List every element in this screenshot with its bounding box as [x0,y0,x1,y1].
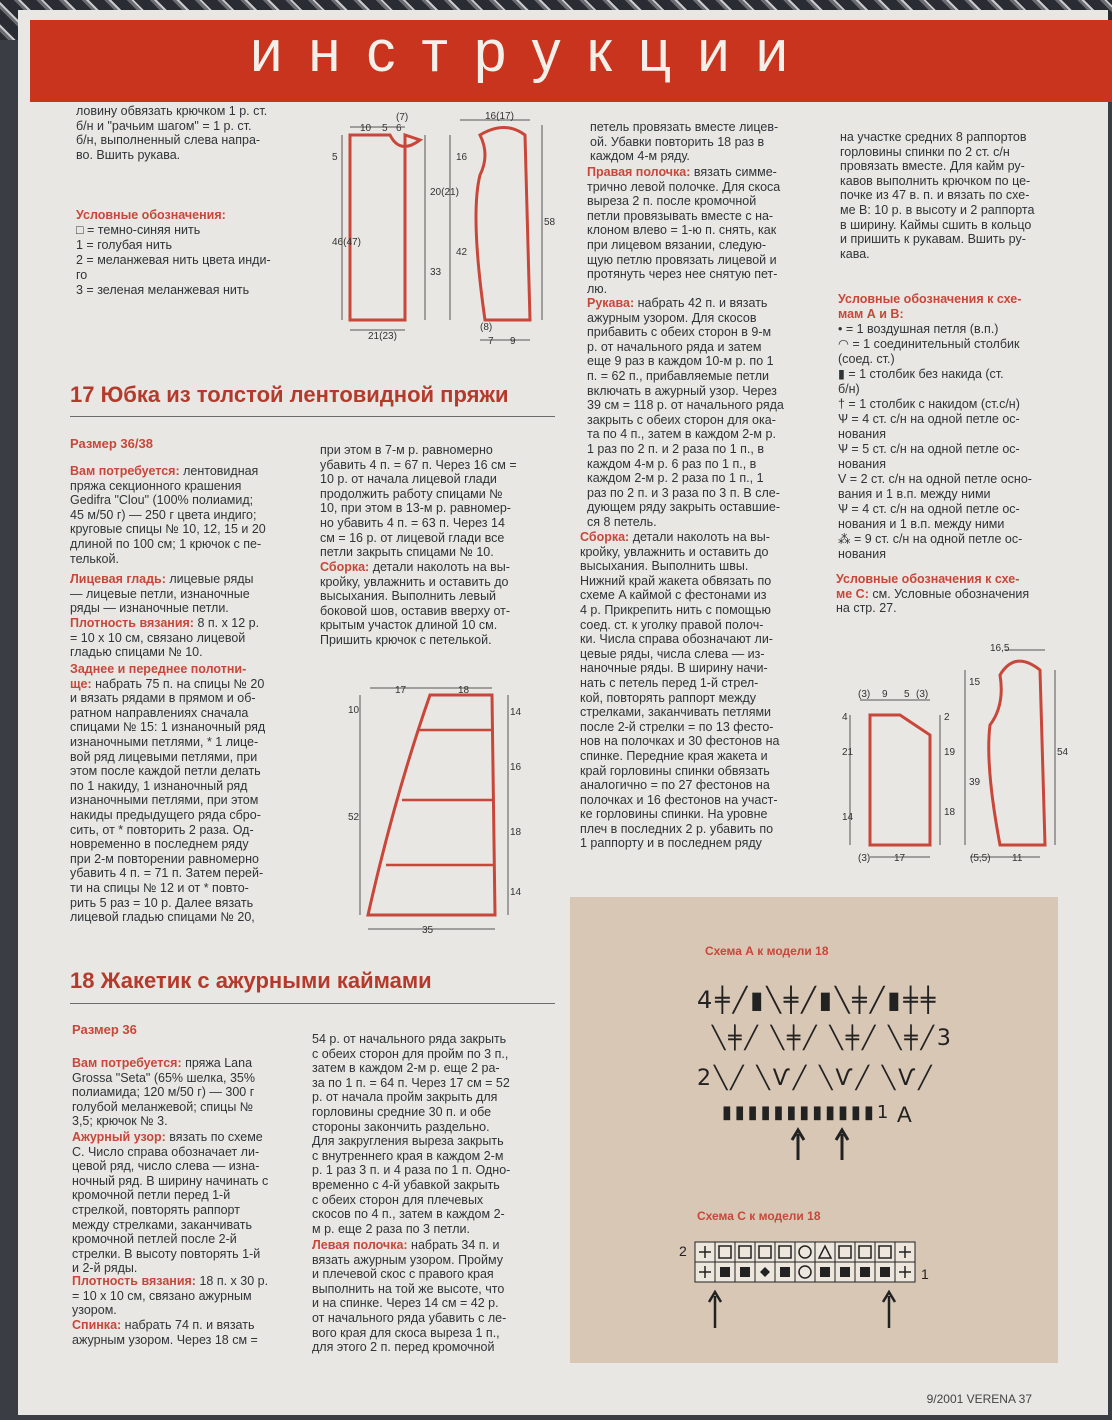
dim-label: 9 [510,336,516,347]
dim-label: 10 [360,123,372,134]
dim-label: 42 [456,247,468,258]
sleeve18-outline [989,661,1045,845]
dim-label: 33 [430,267,442,278]
dim-label: 35 [422,925,434,936]
section18-heading: 18 Жакетик с ажурными каймами [70,968,432,993]
dim-label: 16,5 [990,643,1010,654]
scheme-c-title: Схема С к модели 18 [697,1209,821,1223]
repeat-arrow [836,1130,848,1160]
legend-ab-item: Ѱ = 4 ст. с/н на одной петле ос- нования [838,412,1020,441]
s17-right-text: при этом в 7-м р. равномерно убавить 4 п. = 67 п. Через 16 см = 10 р. от начала лицевой глади продолжить работу спицами № 10, при этом в 13-м р. равномер- но убавить 4 п. = 63 п. Через 14 см = 16 р. от лицевой глади все петли закрыть спицами № 10. [320,443,517,560]
dim-label: 58 [544,217,556,228]
page-footer: 9/2001 VERENA 37 [926,1392,1032,1406]
legend-ab-item: ⁂ = 9 ст. с/н на одной петле ос- нования [838,532,1023,561]
scheme-c-arrows [707,1290,897,1330]
legend-ab-item: † = 1 столбик с накидом (ст.с/н) [838,397,1020,411]
sleeves-text: Рукава: набрать 42 п. и вязать ажурным узором. Для скосов прибавить с обеих сторон в 9-м р. от начального ряда и затем еще 9 раз в каждом 10-м р. по 1 п. = 62 п., прибавляемые петли включать в ажурный узор. Через 39 см = 118 р. от начального ряда закрыть с обеих сторон для ока- та по 4 п., затем в каждом 2-м р. 1 раз по 2 п. и 2 раза по 1 п., в каждом 4-м р. 6 раз по 1 п., в каждом 2-м р. 2 раза по 1 п., 1 раз по 2 п. и 3 раза по 3 п. В сле- дующем ряду закрыть оставшие- ся 8 петель. [587,296,784,529]
col1-top-text: ловину обвязать крючком 1 р. ст. б/н и "рачьим шагом" = 1 р. ст. б/н, выполненный слева напра- во. Вшить рукава. [76,104,268,162]
back-piece-outline [350,135,420,320]
dim-label: (3) [858,853,871,864]
s18-left-front: Левая полочка: набрать 34 п. и вязать ажурным узором. Пройму и плечевой скос с правого края выполнить на той же высоте, что и на спинке. Через 14 см = 42 р. от начального ряда убавить с ле- вого края для скоса выреза 1 п., для этого 2 п. перед кромочной [312,1238,507,1355]
dim-label: 9 [882,689,888,700]
scheme-a-letter: A [897,1102,912,1127]
scheme-a-arrows [790,1128,850,1163]
scheme-a-row-1: ▮▮▮▮▮▮▮▮▮▮▮▮1 [722,1102,892,1123]
s17-gauge: Плотность вязания: 8 п. х 12 р. = 10 х 10 см, связано лицевой гладью спицами № 10. [70,616,260,660]
dim-label: 14 [510,887,522,898]
dim-label: 20(21) [430,187,459,198]
right-front-text: Правая полочка: вязать симме- трично левой полочке. Для скоса выреза 2 п. после кромочной петли провязывать вместе с на- клоном влево = 1-ю п. снять, как при лицевом вязании, следую- щую петлю провязать лицевой и протянуть через нее снятую пет- лю. [587,165,781,296]
pattern-diagram-jacket [330,111,560,355]
skirt-outline [368,695,495,915]
legend-color-item: 2 = меланжевая нить цвета инди- го [76,253,271,282]
col3-top-text: петель провязать вместе лицев- ой. Убавки повторить 18 раз в каждом 4-м ряду. [590,120,779,164]
dim-label: 21 [842,747,854,758]
section18-size: Размер 36 [72,1022,137,1037]
s18-lace: Ажурный узор: вязать по схеме C. Число справа обозначает ли- цевой ряд, число слева — изна- ночный ряд. В ширину начинать с кромочной петли перед 1-й стрелкой, повторять раппорт между стрелками, заканчивать кромочной петлей после 2-й стрелки. В высоту повторять 1-й и 2-й ряды. [72,1130,269,1276]
s17-stockinette: Лицевая гладь: лицевые ряды — лицевые петли, изнаночные ряды — изнаночные петли. [70,572,254,616]
dim-label: (7) [396,112,409,123]
s18-gauge: Плотность вязания: 18 п. х 30 р. = 10 х 10 см, связано ажурным узором. [72,1274,269,1318]
legend-ab-item: Ѱ = 4 ст. с/н на одной петле ос- нования и 1 в.п. между ними [838,502,1020,531]
s18-right-text: 54 р. от начального ряда закрыть с обеих сторон для пройм по 3 п., затем в каждом 2-м р. еще 2 ра- за по 1 п. = 64 п. Через 17 см = 52 р. от начала пройм закрыть для горловины средние 30 п. и обе стороны закончить раздельно. Для закругления выреза закрыть с внутреннего края в каждом 2-м р. 1 раз 3 п. и 4 раза по 1 п. Одно- временно с 4-й убавкой закрыть с обеих сторон для плечевых скосов по 4 п., затем в каждом 2- м р. еще 2 раза по 3 петли. [312,1032,511,1236]
dim-label: 16 [510,762,522,773]
dim-label: 18 [944,807,956,818]
dim-label: 18 [510,827,522,838]
dim-label: 17 [894,853,906,864]
pattern-diagram-jacket18 [840,643,1069,870]
legend-color-item: 3 = зеленая меланжевая нить [76,283,250,297]
dim-label: 39 [969,777,981,788]
scheme-c-grid [694,1241,916,1283]
repeat-arrow [792,1130,804,1160]
col4-top-text: на участке средних 8 раппортов горловины спинки по 2 ст. с/н провязать вместе. Для кайм ру- кавов выполнить крючком по це- почке из 47 в. п. и вязать по схе- ме B: 10 р. в высоту и 2 раппорта в ширину. Каймы сшить в кольцо и пришить к рукавам. Вшить ру- кава. [840,130,1035,261]
scheme-a-title: Схема А к модели 18 [705,944,829,958]
s17-materials: Вам потребуется: лентовидная пряжа секционного крашения Gedifra "Clou" (100% полиамид; 45 м/50 г) — 250 г цвета индиго; круговые спицы № 10, 12, 15 и 20 длиной по 100 см; 1 крючок с пе- телькой. [70,464,266,566]
dim-label: 52 [348,812,360,823]
legend-color-item: □ = темно-синяя нить [76,223,201,237]
scheme-c-row-2-num: 2 [679,1243,687,1259]
legend-colors-title: Условные обозначения: [76,208,226,222]
dim-label: (3) [858,689,871,700]
scheme-a-row-3: ╲╪╱ ╲╪╱ ╲╪╱ ╲╪╱3 [712,1026,954,1051]
dim-label: (8) [480,322,493,333]
repeat-arrow [709,1292,721,1328]
dim-label: 14 [510,707,522,718]
dim-label: 6 [396,123,402,134]
dim-label: 16 [456,152,468,163]
dim-label: 18 [458,685,470,696]
s18-materials: Вам потребуется: пряжа Lana Grossa "Seta" (65% шелка, 35% полиамида; 120 м/50 г) — 300 г голубой меланжевой; спицы № 3,5; крючок № 3. [72,1056,255,1129]
dim-label: 7 [488,336,494,347]
dim-label: 21(23) [368,331,397,342]
legend-color-item: 1 = голубая нить [76,238,173,252]
dim-label: 5 [382,123,388,134]
legend-c: Условные обозначения к схе- ме С: см. Условные обозначения на стр. 27. [836,572,1030,616]
dim-label: 2 [944,712,950,723]
dim-label: (5,5) [970,853,991,864]
s17-assembly: Сборка: детали наколоть на вы- кройку, увлажнить и оставить до высыхания. Выполнить левый боковой шов, оставив вверху от- крытым участок длиной 10 см. Пришить крючок с петелькой. [320,560,511,647]
dim-label: 4 [842,712,848,723]
dim-label: 15 [969,677,981,688]
skirt-diagram [340,685,540,935]
section17-size: Размер 36/38 [70,436,153,451]
scheme-a-row-4: 4╪╱▮╲╪╱▮╲╪╱▮╪╪ [697,986,939,1014]
dim-label: 19 [944,747,956,758]
dim-label: 16(17) [485,111,514,122]
repeat-arrow [883,1292,895,1328]
legend-ab-item: Ѱ = 5 ст. с/н на одной петле ос- нования [838,442,1020,471]
s17-panels: Заднее и переднее полотни- ще: набрать 75 п. на спицы № 20 и вязать рядами в прямом и об- ратном направлениях сначала спицами № 15: 1 изнаночный ряд изнаночными петлями, * 1 лице- вой ряд лицевыми петлями, при этом после каждой петли делать по 1 накиду, 1 изнаночный ряд изнаночными петлями, при этом накиды предыдущего ряда сбро- сить, от * повторить 2 раза. Од- новременно в последнем ряду при 2-м повторении равномерно убавить 4 п. = 71 п. Затем перей- ти на спицы № 12 и от * повто- рить 5 раз = 10 р. Далее вязать лицевой гладью спицами № 20, [70,662,266,925]
scheme-c-row-1-num: 1 [921,1266,929,1282]
legend-ab-item: ▮ = 1 столбик без накида (ст. б/н) [838,367,1004,396]
assembly18-text: Сборка: детали наколоть на вы- кройку, увлажнить и оставить до высыхания. Выполнить швы. Нижний край жакета обвязать по схеме A каймой с фестонами из 4 р. Прикрепить нить с помощью соед. ст. к уголку правой полоч- ки. Числа справа обозначают ли- цевые ряды, числа слева — из- наночные ряды. В ширину начи- нать с петель перед 1-й стрел- кой, повторять раппорт между стрелками, заканчивать петлями после 2-й стрелки = по 13 фесто- нов на полочках и 30 фестонов на спинке. Передние края жакета и край горловины спинки обвязать аналогично = по 27 фестонов на полочках и 16 фестонов на участ- ке горловины спинки. На уровне плеч в последних 2 р. убавить по 1 раппорту и в последнем ряду [580,530,780,851]
back18-outline [870,715,930,845]
dim-label: 10 [348,705,360,716]
section17-rule [70,416,555,417]
scheme-a-row-2: 2╲╱ ╲Ѵ╱ ╲Ѵ╱ ╲Ѵ╱ [697,1066,935,1091]
sleeve-piece-outline [476,128,530,321]
dim-label: (3) [916,689,929,700]
legend-ab-item: V = 2 ст. с/н на одной петле осно- вания и 1 в.п. между ними [838,472,1032,501]
legend-ab-title: Условные обозначения к схе- мам А и В: [838,292,1022,321]
section17-heading: 17 Юбка из толстой лентовидной пряжи [70,382,509,407]
dim-label: 17 [395,685,407,696]
page-title: инструкции [250,19,814,84]
dim-label: 11 [1012,853,1023,864]
s18-back: Спинка: набрать 74 п. и вязать ажурным узором. Через 18 см = [72,1318,258,1347]
dim-label: 46(47) [332,237,361,248]
section18-rule [70,1003,555,1004]
dim-label: 14 [842,812,854,823]
dim-label: 5 [332,152,338,163]
legend-ab-item: ◠ = 1 соединительный столбик (соед. ст.) [838,337,1020,366]
dim-label: 54 [1057,747,1069,758]
dim-label: 5 [904,689,910,700]
legend-ab-item: • = 1 воздушная петля (в.п.) [838,322,999,336]
